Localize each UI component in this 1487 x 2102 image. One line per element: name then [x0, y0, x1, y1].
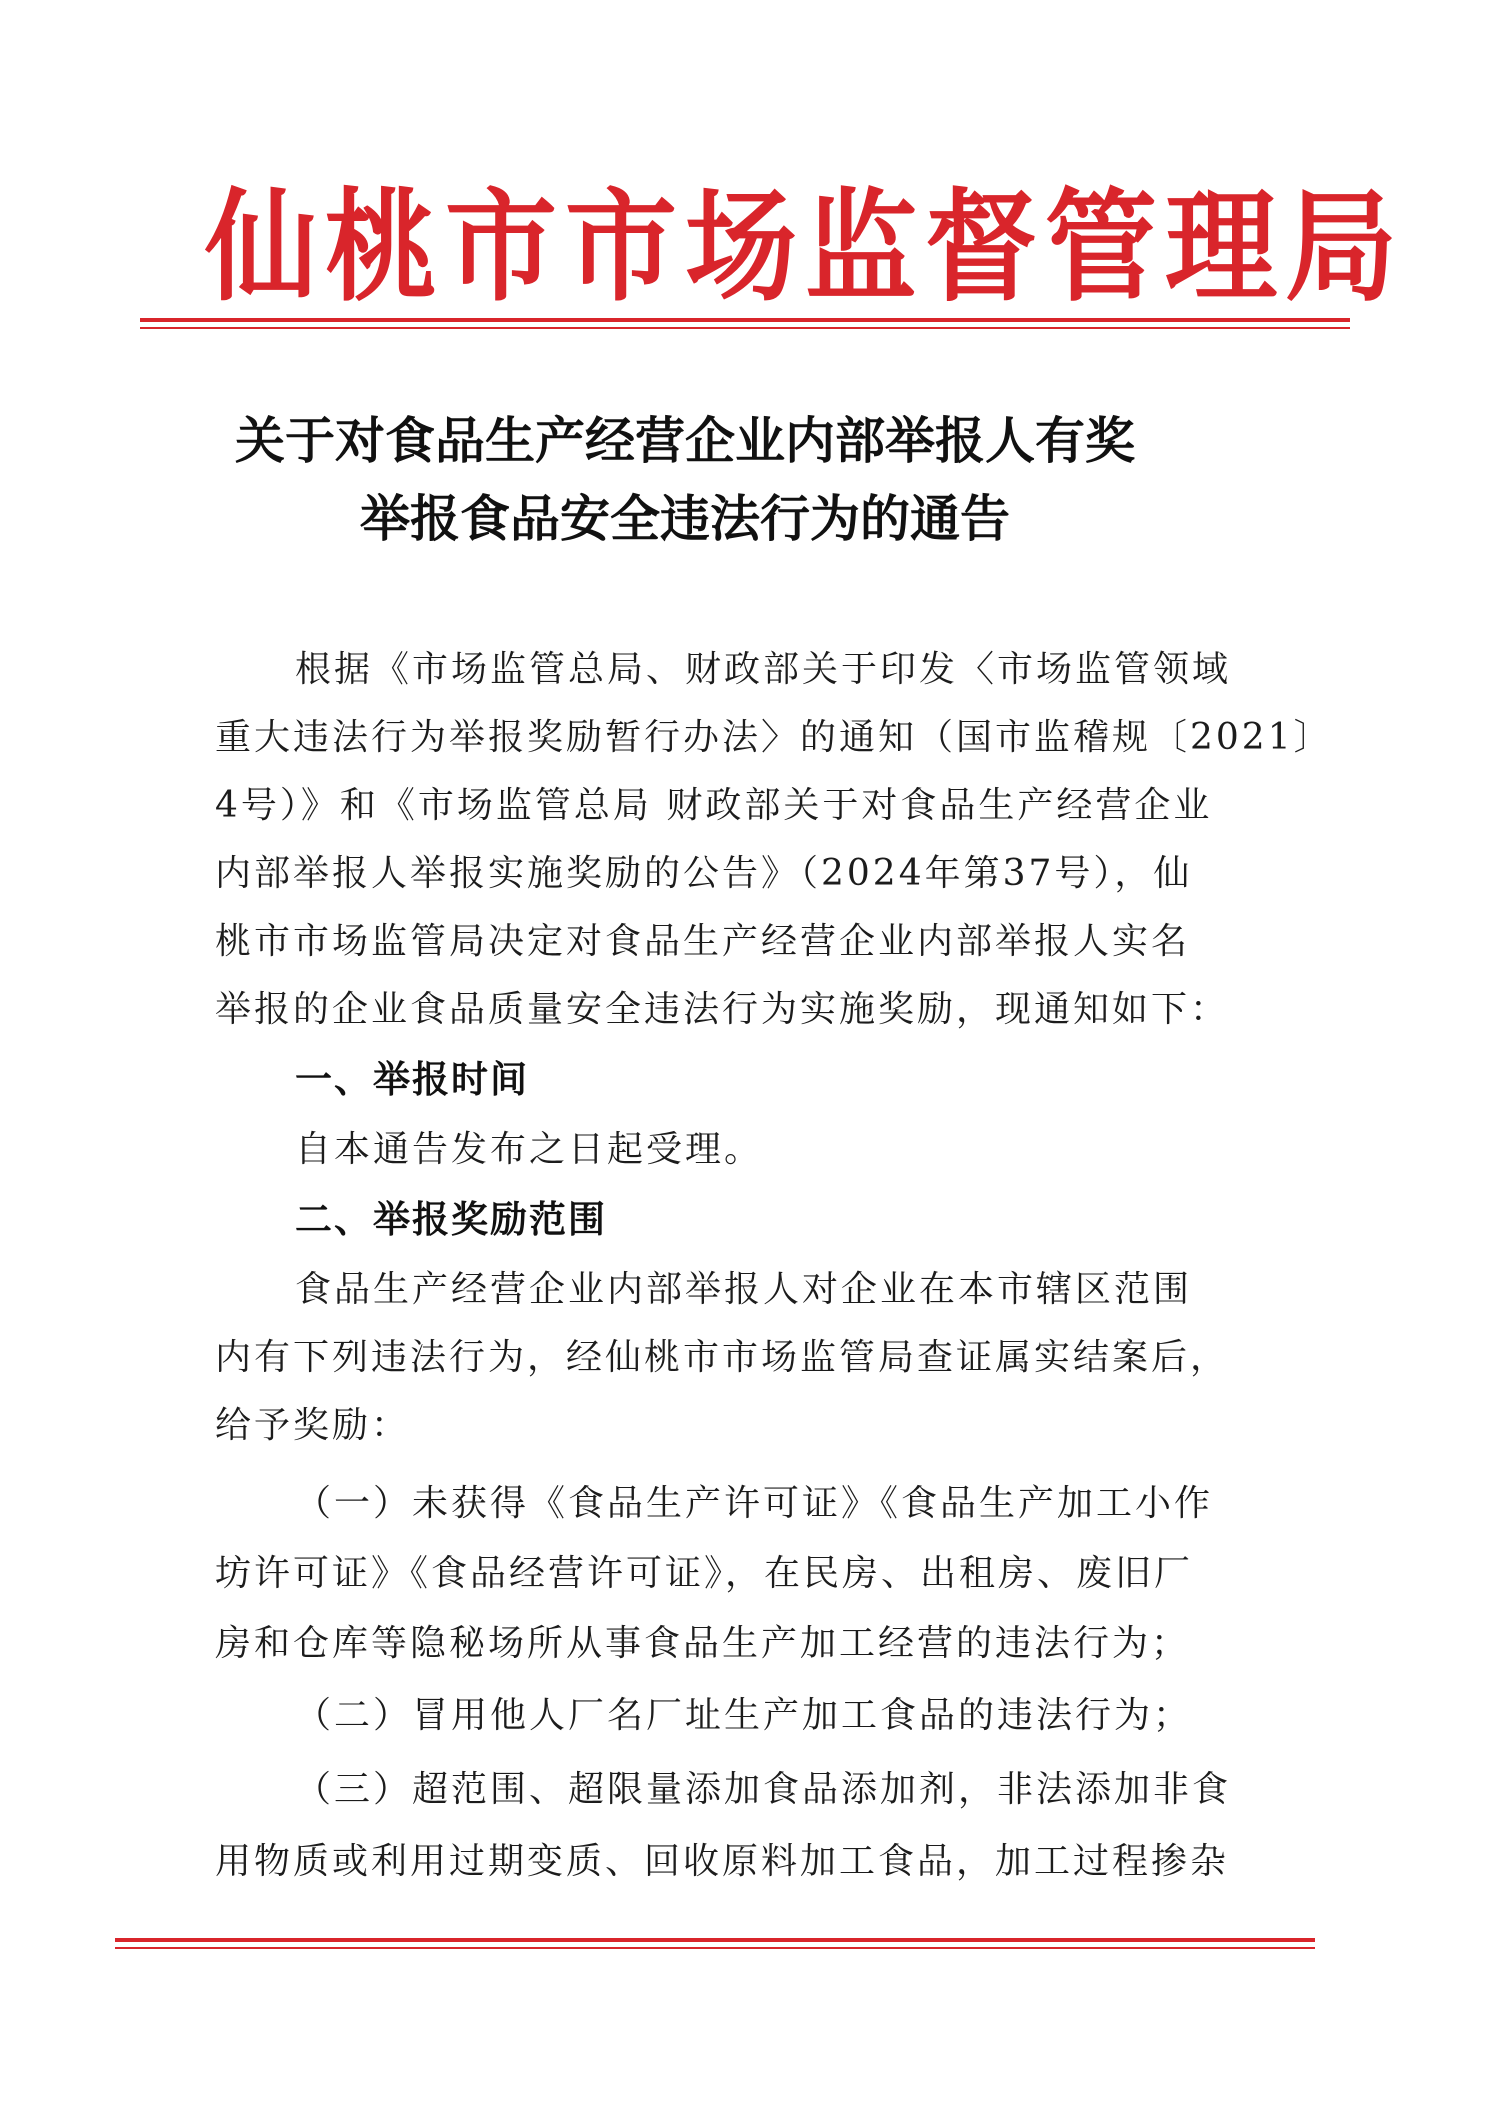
intro-line-6: 举报的企业食品质量安全违法行为实施奖励，现通知如下：	[215, 989, 1230, 1030]
notice-title-line-1: 关于对食品生产经营企业内部举报人有奖	[235, 412, 1135, 470]
notice-title-line-2: 举报食品安全违法行为的通告	[360, 490, 1010, 548]
item-2-line-1: （二）冒用他人厂名厂址生产加工食品的违法行为；	[295, 1695, 1193, 1736]
item-1-line-1: （一）未获得《食品生产许可证》《食品生产加工小作	[295, 1483, 1214, 1524]
scope-line-1: 食品生产经营企业内部举报人对企业在本市辖区范围	[295, 1269, 1193, 1310]
section-heading-reward-scope: 二、举报奖励范围	[295, 1198, 607, 1241]
item-1-line-3: 房和仓库等隐秘场所从事食品生产加工经营的违法行为；	[215, 1623, 1191, 1664]
section-heading-report-time: 一、举报时间	[295, 1058, 529, 1101]
item-3-line-2: 用物质或利用过期变质、回收原料加工食品，加工过程掺杂	[215, 1841, 1230, 1882]
scope-line-3: 给予奖励：	[215, 1405, 411, 1446]
scope-line-2: 内有下列违法行为，经仙桃市市场监管局查证属实结案后，	[215, 1337, 1230, 1378]
item-3-line-1: （三）超范围、超限量添加食品添加剂，非法添加非食	[295, 1769, 1232, 1810]
intro-line-5: 桃市市场监管局决定对食品生产经营企业内部举报人实名	[215, 921, 1191, 962]
masthead-rule-bottom	[140, 327, 1350, 329]
item-1-line-2: 坊许可证》《食品经营许可证》，在民房、出租房、废旧厂	[215, 1553, 1194, 1594]
intro-line-1: 根据《市场监管总局、财政部关于印发〈市场监管领域	[295, 649, 1232, 690]
intro-line-3: 4号）》和《市场监管总局 财政部关于对食品生产经营企业	[215, 785, 1213, 826]
intro-line-4: 内部举报人举报实施奖励的公告》（2024年第37号），仙	[215, 853, 1193, 894]
intro-line-2: 重大违法行为举报奖励暂行办法〉的通知（国市监稽规〔2021〕	[215, 717, 1333, 758]
masthead-rule-top	[140, 318, 1350, 322]
agency-masthead: 仙桃市市场监督管理局	[205, 177, 1405, 319]
footer-rule-top	[115, 1938, 1315, 1942]
footer-rule-bottom	[115, 1947, 1315, 1949]
section-text-report-time: 自本通告发布之日起受理。	[295, 1129, 764, 1170]
